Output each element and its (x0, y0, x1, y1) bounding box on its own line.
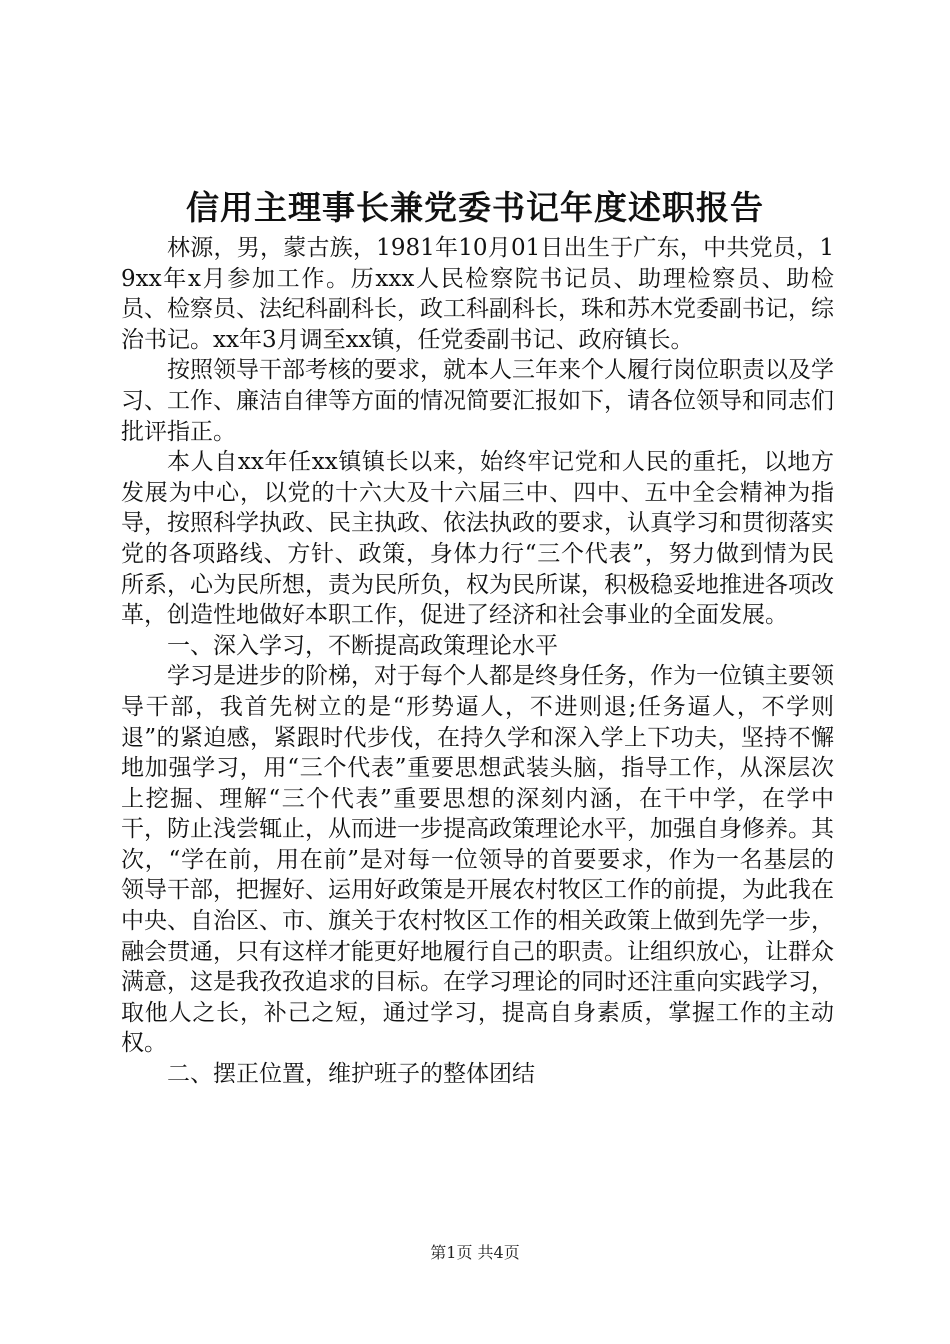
paragraph-study: 学习是进步的阶梯，对于每个人都是终身任务，作为一位镇主要领导干部，我首先树立的是“形势逼人，不进则退;任务逼人，不学则退”的紧迫感，紧跟时代步伐，在持久学和深入学上下功夫，坚持不懈地加强学习，用“三个代表”重要思想武装头脑，指导工作，从深层次上挖掘、理解“三个代表”重要思想的深刻内涵，在干中学，在学中干，防止浅尝辄止，从而进一步提高政策理论水平，加强自身修养。其次，“学在前，用在前”是对每一位领导的首要要求，作为一名基层的领导干部，把握好、运用好政策是开展农村牧区工作的前提，为此我在中央、自治区、市、旗关于农村牧区工作的相关政策上做到先学一步，融会贯通，只有这样才能更好地履行自己的职责。让组织放心，让群众满意，这是我孜孜追求的目标。在学习理论的同时还注重向实践学习，取他人之长，补己之短，通过学习，提高自身素质，掌握工作的主动权。 (121, 663, 834, 1057)
section-heading-2: 二、摆正位置，维护班子的整体团结 (167, 1061, 535, 1088)
paragraph-work-overview: 本人自xx年任xx镇镇长以来，始终牢记党和人民的重托，以地方发展为中心，以党的十六大及十六届三中、四中、五中全会精神为指导，按照科学执政、民主执政、依法执政的要求，认真学习和贯彻落实党的各项路线、方针、政策，身体力行“三个代表”，努力做到情为民所系，心为民所想，责为民所负，权为民所谋，积极稳妥地推进各项改革，创造性地做好本职工作，促进了经济和社会事业的全面发展。 (121, 449, 834, 629)
paragraph-personal-info: 林源，男，蒙古族，1981年10月01日出生于广东，中共党员，19xx年x月参加工作。历xxx人民检察院书记员、助理检察员、助检员、检察员、法纪科副科长，政工科副科长，珠和苏木党委副书记，综治书记。xx年3月调至xx镇，任党委副书记、政府镇长。 (121, 235, 834, 353)
document-body (121, 233, 834, 1090)
section-heading-1: 一、深入学习，不断提高政策理论水平 (167, 632, 558, 659)
page-number-footer: 第1页 共4页 (430, 1243, 520, 1262)
paragraph-report-intro: 按照领导干部考核的要求，就本人三年来个人履行岗位职责以及学习、工作、廉洁自律等方面的情况简要汇报如下，请各位领导和同志们批评指正。 (121, 357, 834, 445)
document-title: 信用主理事长兼党委书记年度述职报告 (186, 188, 764, 227)
